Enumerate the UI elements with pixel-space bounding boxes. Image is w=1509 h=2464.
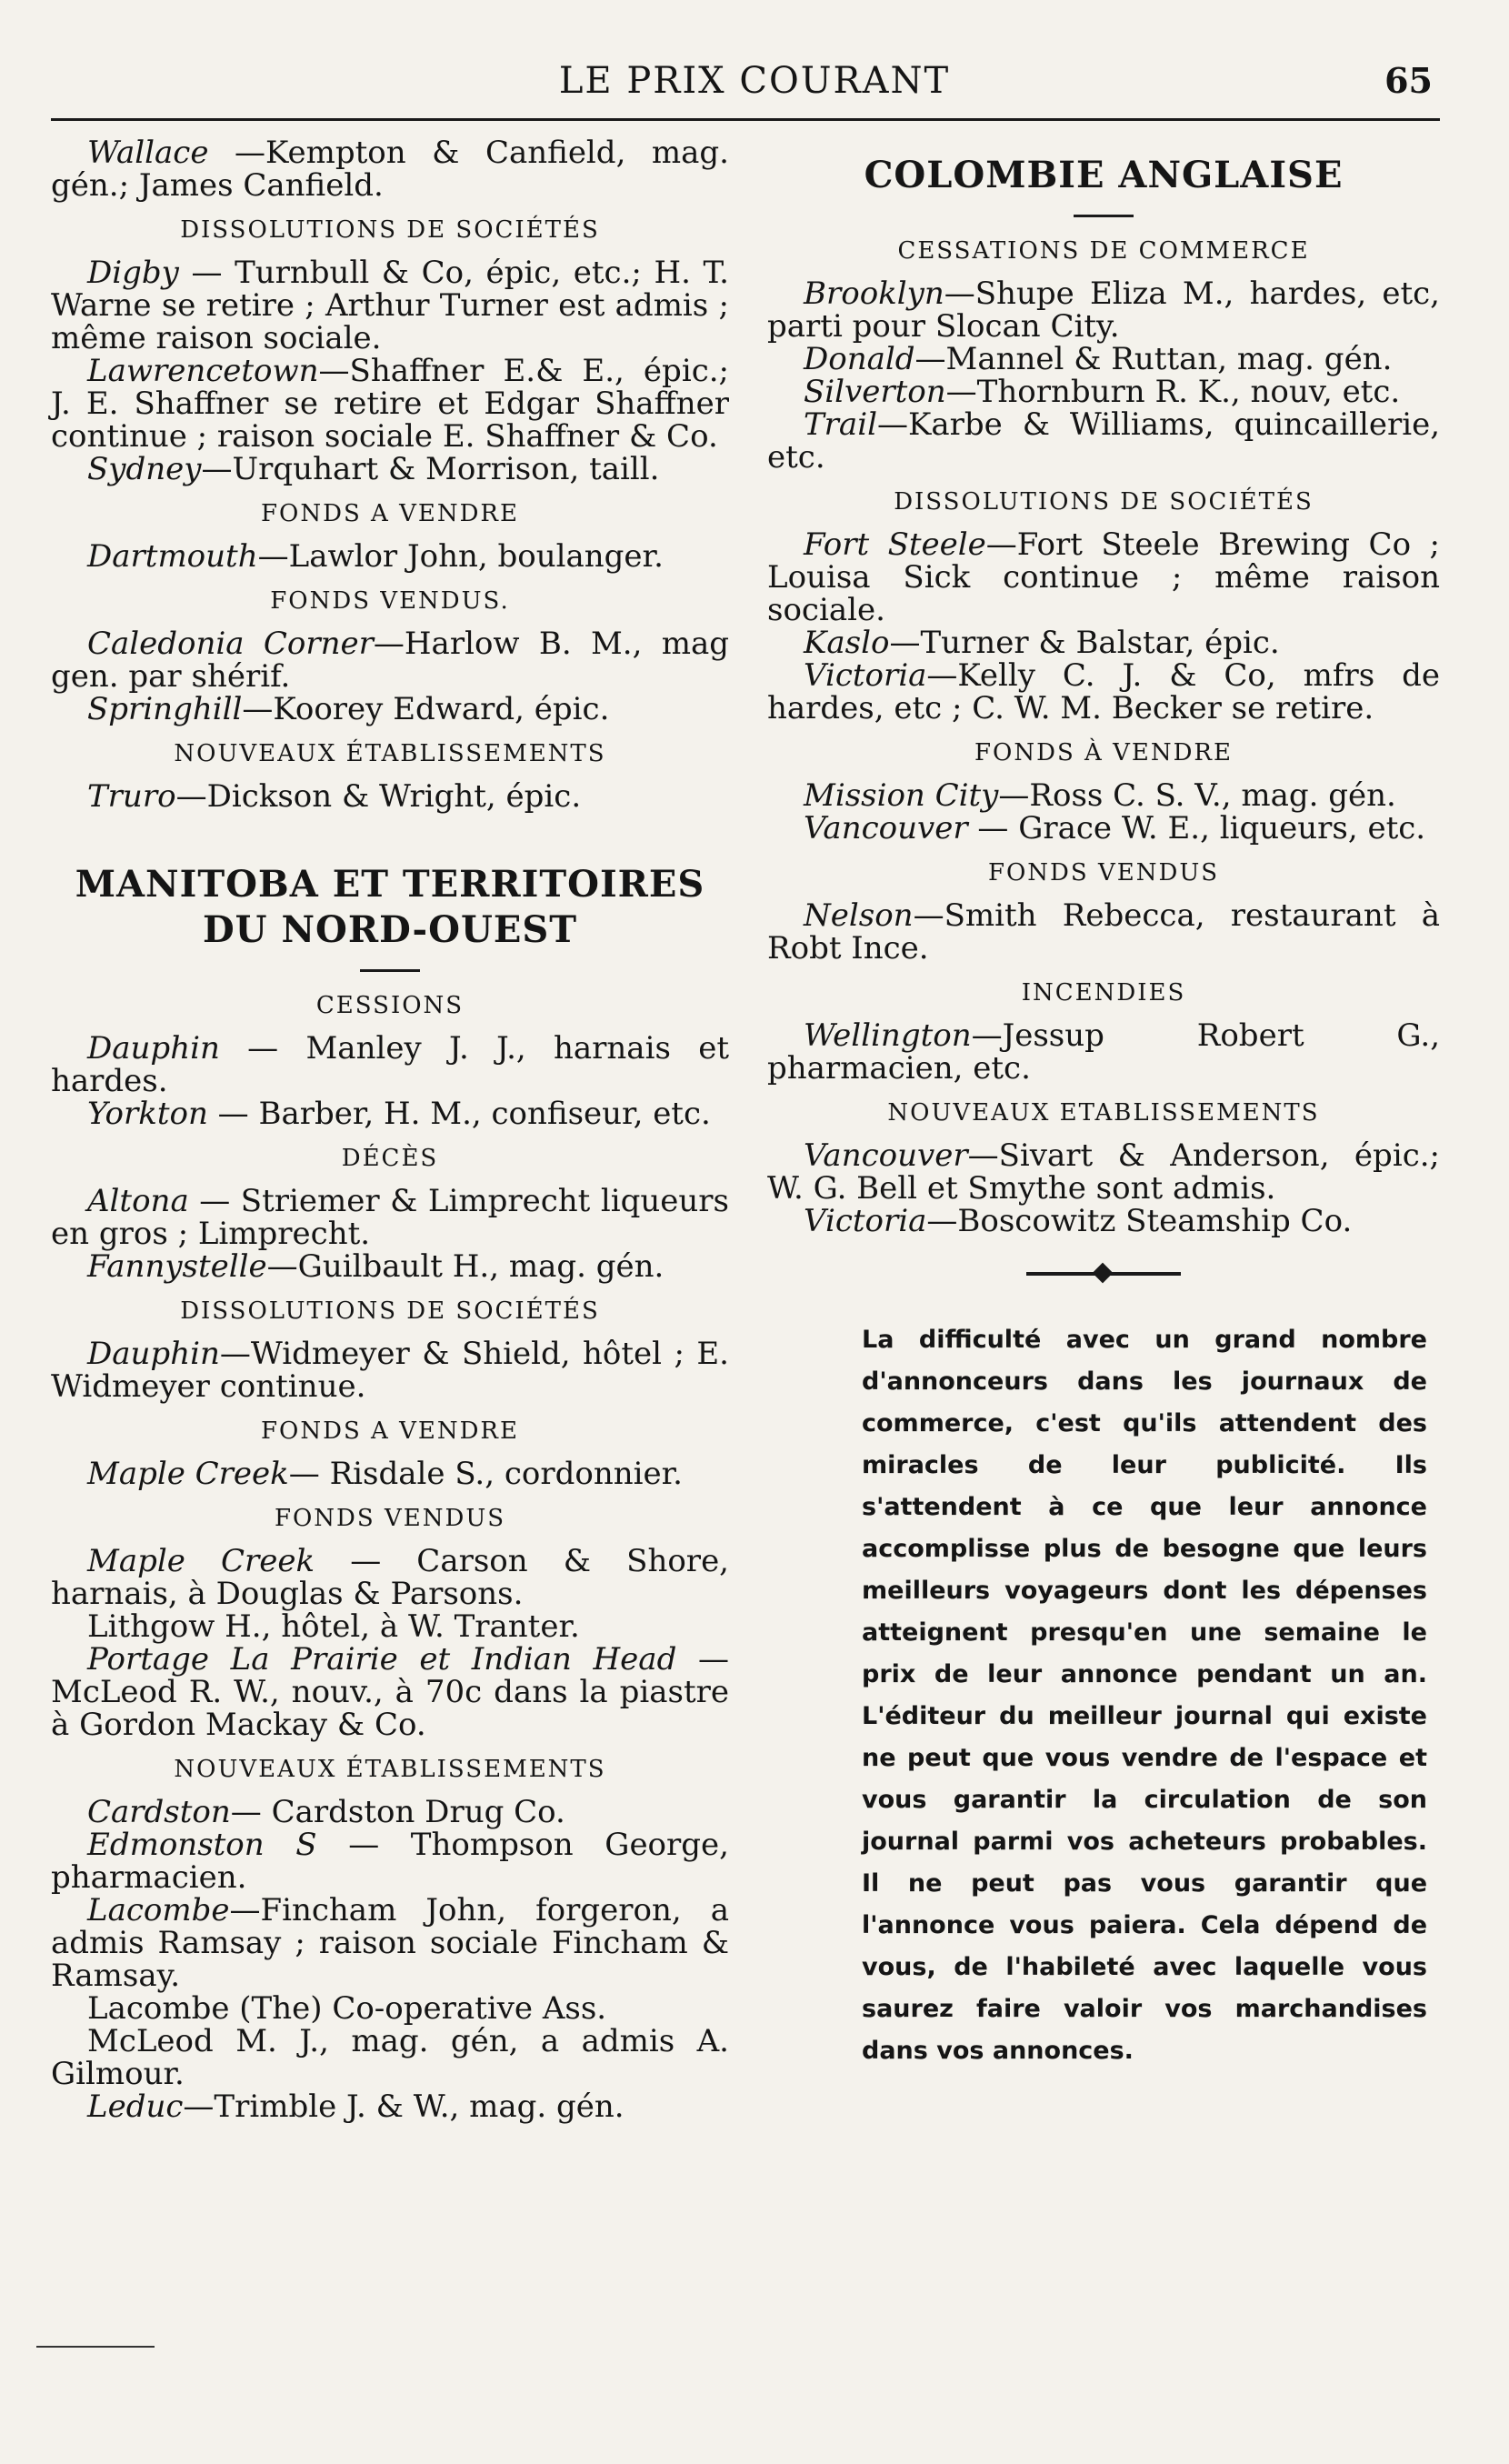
entry-text: —Mannel & Ruttan, mag. gén. (914, 341, 1393, 377)
entry-text: —Boscowitz Steamship Co. (926, 1203, 1353, 1239)
entry-text: — Turnbull & Co, épic, etc.; H. T. Warne se retire ; Arthur Turner est admis ; même raison sociale. (51, 255, 729, 356)
place-name: Fort Steele (804, 526, 986, 563)
province-heading-line: COLOMBIE ANGLAISE (864, 154, 1344, 196)
place-name: Vancouver (804, 810, 968, 846)
entry-text: —Turner & Balstar, épic. (889, 625, 1280, 661)
entry-text: —Harlow B. M., mag gen. par shérif. (51, 626, 730, 695)
listing-entry (51, 627, 729, 693)
entry-text: —Sivart & Anderson, épic.; W. G. Bell et Smythe sont admis. (767, 1137, 1440, 1207)
listing-entry (51, 2090, 729, 2123)
section-deces (51, 1145, 729, 1283)
section-heading: FONDS VENDUS (987, 859, 1220, 886)
place-name: Nelson (804, 897, 914, 934)
advertisement-notice: La difficulté avec un grand nombre d'annonceurs dans les journaux de commerce, c'est qu'ils attendent des miracles de leur publicité. Ils s'attendent à ce que leur annonce accomplisse plus de besogne que leurs meilleurs voyageurs dont les dépenses atteignent presqu'en une semaine le prix de leur annonce pendant un an. L'éditeur du meilleur journal qui existe ne peut que vous vendre de l'espace et vous garantir la circulation de son journal parmi vos acheteurs probables. Il ne peut pas vous garantir que l'annonce vous paiera. Cela dépend de vous, de l'habileté avec laquelle vous saurez faire valoir vos marchandises dans vos annonces. (862, 1326, 1427, 2065)
footnote-rule (36, 2346, 155, 2348)
publication-title: LE PRIX COURANT (558, 60, 951, 102)
listing-entry (51, 355, 729, 453)
province-heading-colombie (767, 153, 1440, 198)
place-name: Altona (87, 1183, 189, 1219)
listing-entry (767, 659, 1440, 725)
intro-entries (51, 136, 729, 202)
place-name: Fannystelle (87, 1248, 267, 1285)
section-heading: FONDS À VENDRE (974, 739, 1233, 766)
listing-entry (51, 136, 729, 202)
place-name: Mission City (804, 777, 999, 814)
entry-text: Lacombe (The) Co-operative Ass. (87, 1990, 607, 2027)
listing-entry (51, 453, 729, 486)
listing-entry (51, 1097, 729, 1130)
section-fonds-vendus (51, 587, 729, 726)
entry-text: — Striemer & Limprecht liqueurs en gros ; Limprecht. (51, 1183, 729, 1252)
entry-text: — Barber, H. M., confiseur, etc. (207, 1096, 711, 1132)
entry-text: —Kelly C. J. & Co, mfrs de hardes, etc ; C. W. M. Becker se retire. (767, 657, 1440, 726)
section-heading: DISSOLUTIONS DE SOCIÉTÉS (180, 1297, 600, 1325)
spacer (767, 136, 1440, 153)
section-incendies (767, 979, 1440, 1085)
entry-text: —Fort Steele Brewing Co ; Louisa Sick continue ; même raison sociale. (767, 526, 1440, 628)
entry-text: —Thornburn R. K., nouv, etc. (945, 374, 1401, 410)
place-name: Silverton (804, 374, 946, 410)
section-heading: FONDS VENDUS (274, 1505, 506, 1532)
listing-entry (767, 277, 1440, 343)
entry-text: —Fincham John, forgeron, a admis Ramsay ; raison sociale Fincham & Ramsay. (51, 1892, 729, 1994)
right-column (767, 136, 1440, 2072)
listing-entry (51, 1185, 729, 1250)
listing-entry (51, 1643, 729, 1741)
place-name: Cardston (87, 1794, 231, 1830)
province-heading-line: DU NORD-OUEST (202, 908, 578, 951)
entry-text: —Widmeyer & Shield, hôtel ; E. Widmeyer continue. (51, 1336, 729, 1405)
listing-entry (51, 780, 729, 813)
entry-text: —Trimble J. & W., mag. gén. (183, 2088, 625, 2125)
section-nouveaux-etablissements-2 (51, 1756, 729, 2123)
place-name: Brooklyn (804, 275, 944, 312)
section-heading: CESSATIONS DE COMMERCE (897, 237, 1310, 265)
listing-entry (767, 1139, 1440, 1205)
place-name: Portage La Prairie et Indian Head (87, 1641, 677, 1678)
place-name: Truro (87, 778, 176, 815)
section-fonds-vendus (767, 859, 1440, 965)
section-cessions (51, 992, 729, 1130)
place-name: Trail (804, 406, 877, 443)
listing-entry (51, 2025, 729, 2090)
place-name: Springhill (87, 691, 243, 727)
place-name: Vancouver (804, 1137, 968, 1174)
place-name: Wallace (87, 135, 209, 171)
section-dissolutions (767, 488, 1440, 725)
province-heading-manitoba (51, 862, 729, 953)
section-heading: INCENDIES (1021, 979, 1186, 1007)
section-heading: CESSIONS (315, 992, 465, 1019)
ornament-rule (1026, 1272, 1181, 1276)
listing-entry (51, 1032, 729, 1097)
place-name: Caledonia Corner (87, 626, 374, 662)
entry-text: — Carson & Shore, harnais, à Douglas & Parsons. (51, 1543, 729, 1612)
section-heading: DÉCÈS (341, 1145, 439, 1172)
place-name: Maple Creek (87, 1456, 289, 1492)
listing-entry (767, 376, 1440, 408)
section-nouveaux-etablissements (51, 740, 729, 813)
section-dissolutions-2 (51, 1297, 729, 1403)
listing-entry (767, 626, 1440, 659)
entry-text: —Ross C. S. V., mag. gén. (998, 777, 1396, 814)
entry-text: —Lawlor John, boulanger. (257, 538, 664, 575)
place-name: Wellington (804, 1017, 972, 1054)
section-fonds-vendus-2 (51, 1505, 729, 1741)
section-fonds-a-vendre (767, 739, 1440, 845)
header-rule (51, 118, 1440, 121)
listing-entry (767, 779, 1440, 812)
section-heading: FONDS VENDUS. (270, 587, 510, 615)
section-cessations (767, 237, 1440, 474)
place-name: Sydney (87, 451, 202, 487)
entry-text: —Dickson & Wright, épic. (175, 778, 582, 815)
short-rule (1074, 215, 1134, 217)
place-name: Leduc (87, 2088, 184, 2125)
section-fonds-a-vendre (51, 500, 729, 573)
entry-text: — Cardston Drug Co. (230, 1794, 565, 1830)
entry-text: Lithgow H., hôtel, à W. Tranter. (87, 1608, 580, 1645)
section-heading: NOUVEAUX ÉTABLISSEMENTS (174, 740, 606, 767)
entry-text: — Manley J. J., harnais et hardes. (51, 1030, 729, 1099)
listing-entry (767, 1019, 1440, 1085)
entry-text: McLeod M. J., mag. gén, a admis A. Gilmour. (51, 2023, 729, 2092)
listing-entry (51, 1610, 729, 1643)
place-name: Victoria (804, 657, 927, 694)
entry-text: —Koorey Edward, épic. (242, 691, 610, 727)
place-name: Digby (87, 255, 179, 291)
listing-entry (51, 540, 729, 573)
listing-entry (767, 528, 1440, 626)
place-name: Lacombe (87, 1892, 230, 1928)
listing-entry (51, 256, 729, 355)
section-dissolutions (51, 216, 729, 486)
place-name: Dauphin (87, 1336, 220, 1372)
left-column (51, 136, 729, 2123)
entry-text: —Guilbault H., mag. gén. (266, 1248, 665, 1285)
place-name: Donald (804, 341, 915, 377)
page-number: 65 (1384, 60, 1433, 101)
short-rule (360, 969, 420, 972)
section-heading: NOUVEAUX ÉTABLISSEMENTS (174, 1756, 606, 1783)
listing-entry (767, 1205, 1440, 1237)
entry-text: —Kempton & Canfield, mag. gén.; James Canfield. (51, 135, 729, 204)
entry-text: —Shupe Eliza M., hardes, etc, parti pour Slocan City. (767, 275, 1440, 345)
listing-entry (767, 899, 1440, 965)
section-heading: NOUVEAUX ETABLISSEMENTS (887, 1099, 1320, 1127)
listing-entry (51, 1796, 729, 1828)
running-head (0, 60, 1509, 105)
place-name: Victoria (804, 1203, 927, 1239)
province-heading-line: MANITOBA ET TERRITOIRES (75, 863, 705, 906)
entry-text: — Risdale S., cordonnier. (288, 1456, 683, 1492)
entry-text: — McLeod R. W., nouv., à 70c dans la piastre à Gordon Mackay & Co. (51, 1641, 729, 1743)
listing-entry (51, 1337, 729, 1403)
entry-text: —Jessup Robert G., pharmacien, etc. (767, 1017, 1440, 1087)
listing-entry (51, 1828, 729, 1894)
spacer (51, 813, 729, 862)
listing-entry (51, 1992, 729, 2025)
section-heading: FONDS A VENDRE (261, 500, 519, 527)
listing-entry (767, 343, 1440, 376)
listing-entry (767, 408, 1440, 474)
entry-text: — Grace W. E., liqueurs, etc. (967, 810, 1426, 846)
listing-entry (51, 693, 729, 726)
listing-entry (51, 1894, 729, 1992)
place-name: Yorkton (87, 1096, 208, 1132)
section-fonds-a-vendre-2 (51, 1417, 729, 1490)
section-heading: DISSOLUTIONS DE SOCIÉTÉS (894, 488, 1314, 516)
listing-entry (51, 1545, 729, 1610)
place-name: Dartmouth (87, 538, 258, 575)
listing-entry (767, 812, 1440, 845)
place-name: Lawrencetown (87, 353, 319, 389)
place-name: Edmonston S (87, 1827, 317, 1863)
entry-text: —Urquhart & Morrison, taill. (201, 451, 660, 487)
place-name: Kaslo (804, 625, 890, 661)
section-heading: DISSOLUTIONS DE SOCIÉTÉS (180, 216, 600, 244)
place-name: Maple Creek (87, 1543, 315, 1579)
section-nouveaux-etablissements (767, 1099, 1440, 1237)
entry-text: —Karbe & Williams, quincaillerie, etc. (767, 406, 1440, 476)
listing-entry (51, 1250, 729, 1283)
section-heading: FONDS A VENDRE (261, 1417, 519, 1445)
place-name: Dauphin (87, 1030, 220, 1067)
listing-entry (51, 1457, 729, 1490)
entry-text: — Thompson George, pharmacien. (51, 1827, 729, 1896)
entry-text: —Shaffner E.& E., épic.; J. E. Shaffner se retire et Edgar Shaffner continue ; raison sociale E. Shaffner & Co. (51, 353, 729, 455)
entry-text: —Smith Rebecca, restaurant à Robt Ince. (767, 897, 1440, 967)
